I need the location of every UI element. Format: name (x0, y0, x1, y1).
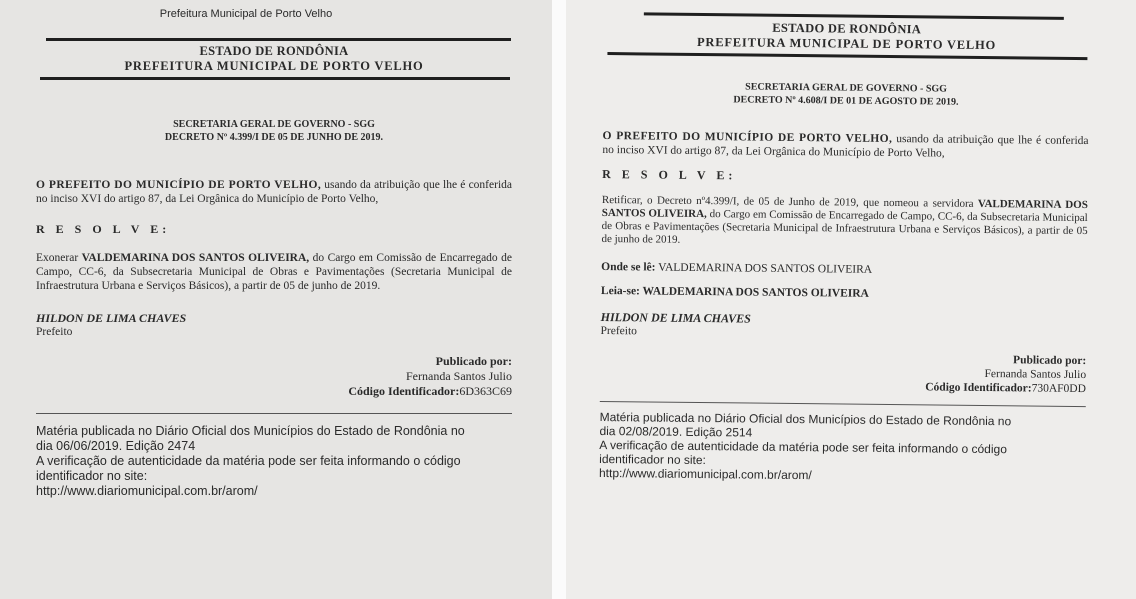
right-footer-url: http://www.diariomunicipal.com.br/arom/ (598, 465, 812, 483)
right-document (599, 0, 1090, 485)
right-top-rule (644, 12, 1064, 19)
right-footer-rule (600, 401, 1086, 407)
left-lead-bold: O PREFEITO DO MUNICÍPIO DE PORTO VELHO, (36, 179, 322, 191)
right-footer (599, 410, 1020, 484)
left-lead-paragraph (36, 178, 512, 206)
left-published-by: Fernanda Santos Julio (406, 369, 512, 383)
right-leia-se (601, 284, 1087, 303)
right-code-label: Código Identificador: (925, 381, 1032, 395)
right-lead-paragraph (602, 129, 1088, 162)
right-onde-se-le (601, 260, 1087, 279)
left-top-header: Prefeitura Municipal de Porto Velho (159, 8, 333, 20)
left-action-paragraph (36, 251, 512, 293)
right-signer-name: HILDON DE LIMA CHAVES (600, 309, 751, 326)
left-decree-number: DECRETO Nº 4.399/I DE 05 DE JUNHO DE 2019. (164, 132, 384, 143)
right-prefecture-heading: PREFEITURA MUNICIPAL DE PORTO VELHO (696, 34, 997, 53)
right-lead-rest: usando da atribuição que lhe é conferida no inciso XVI do artigo 87, da Lei Orgânica do Município de Porto Velho, (602, 133, 1089, 160)
left-document (36, 0, 512, 499)
right-leia-value: WALDEMARINA DOS SANTOS OLIVEIRA (639, 285, 869, 300)
left-action-rest: do Cargo em Comissão de Encarregado de Campo, CC-6, da Subsecretaria Municipal de Obras e Pavimentações (Secretaria Municipal de Infraestrutura Urbana e Serviços Básicos), a partir de 05 de junho de 2019. (36, 252, 512, 292)
right-decree-number: DECRETO Nº 4.608/I DE 01 DE AGOSTO DE 2019. (733, 94, 959, 108)
right-secretariat: SECRETARIA GERAL DE GOVERNO - SGG (745, 81, 948, 95)
left-signer-name: HILDON DE LIMA CHAVES (36, 311, 187, 325)
right-document-page (566, 0, 1136, 599)
left-signer-role: Prefeito (36, 326, 73, 338)
right-signer-role: Prefeito (600, 324, 638, 338)
left-resolve: R E S O L V E: (36, 222, 171, 236)
right-state-heading: ESTADO DE RONDÔNIA (772, 20, 922, 37)
left-footer-line-2: A verificação de autenticidade da matéria pode ser feita informando o código identificador no site: (36, 454, 461, 483)
right-action-start: Retificar, o Decreto nº4.399/I, de 05 de Junho de 2019, que nomeou a servidora (601, 193, 979, 210)
left-published-by-label: Publicado por: (435, 354, 512, 368)
right-onde-value: VALDEMARINA DOS SANTOS OLIVEIRA (655, 261, 873, 276)
page-gutter (552, 0, 566, 599)
right-published-by: Fernanda Santos Julio (984, 368, 1087, 382)
right-action-rest: do Cargo em Comissão de Encarregado de Campo, CC-6, da Subsecretaria Municipal de Obras e Pavimentações (Secretaria Municipal de Infraestrutura Urbana e Serviços Básicos), a partir de 05 de junho de 2019. (601, 208, 1088, 246)
right-published-by-label: Publicado por: (1013, 354, 1087, 368)
right-footer-line-1: Matéria publicada no Diário Oficial dos Municípios do Estado de Rondônia no dia 02/08/2019. Edição 2514 (599, 409, 1012, 440)
left-secretariat: SECRETARIA GERAL DE GOVERNO - SGG (173, 119, 375, 130)
left-document-page (0, 0, 552, 599)
left-footer (36, 424, 476, 499)
left-state-heading: ESTADO DE RONDÔNIA (199, 44, 349, 58)
left-code-label: Código Identificador: (348, 384, 460, 398)
right-action-paragraph (601, 194, 1088, 251)
left-top-rule (46, 38, 511, 41)
left-footer-line-1: Matéria publicada no Diário Oficial dos Municípios do Estado de Rondônia no dia 06/06/2019. Edição 2474 (36, 424, 465, 453)
left-action-name: VALDEMARINA DOS SANTOS OLIVEIRA, (81, 252, 310, 264)
left-prefecture-heading: PREFEITURA MUNICIPAL DE PORTO VELHO (124, 59, 424, 73)
left-publication-info (36, 354, 512, 399)
left-action-start: Exonerar (36, 252, 82, 264)
right-lead-bold: O PREFEITO DO MUNICÍPIO DE PORTO VELHO, (602, 129, 893, 146)
left-heading-rule (40, 77, 510, 80)
right-onde-label: Onde se lê: (601, 260, 656, 274)
right-publication-info (600, 349, 1086, 396)
right-action-name: VALDEMARINA DOS SANTOS OLIVEIRA, (601, 197, 1088, 221)
right-code-value: 730AF0DD (1031, 382, 1087, 396)
left-footer-url: http://www.diariomunicipal.com.br/arom/ (36, 484, 258, 498)
right-resolve: R E S O L V E: (602, 166, 737, 183)
right-leia-label: Leia-se: (600, 284, 640, 298)
left-code-value: 6D363C69 (459, 384, 512, 398)
left-lead-rest: usando da atribuição que lhe é conferida no inciso XVI do artigo 87, da Lei Orgânica do Município de Porto Velho, (36, 179, 512, 205)
right-footer-line-2: A verificação de autenticidade da matéria pode ser feita informando o código identificador no site: (599, 437, 1007, 468)
left-footer-rule (36, 413, 512, 414)
